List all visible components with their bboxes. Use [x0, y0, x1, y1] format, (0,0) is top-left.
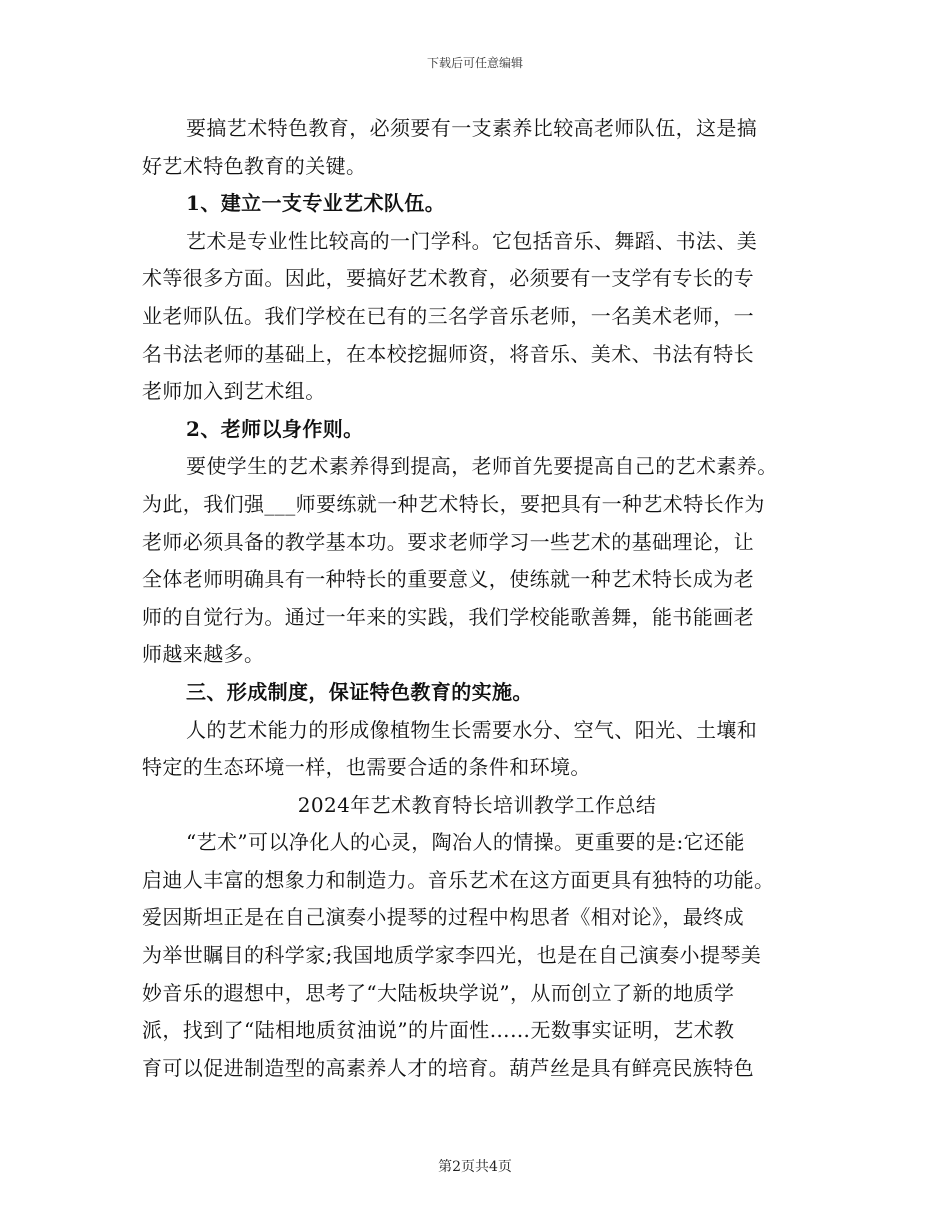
paragraph-line: 人的艺术能力的形成像植物生长需要水分、空气、阳光、土壤和 [186, 717, 758, 742]
paragraph-line: 要搞艺术特色教育，必须要有一支素养比较高老师队伍，这是搞 [186, 116, 758, 140]
page-header: 下载后可任意编辑 [426, 56, 523, 70]
paragraph-line: “艺术”可以净化人的心灵，陶冶人的情操。更重要的是:它还能 [186, 830, 745, 855]
paragraph-line: 老师必须具备的教学基本功。要求老师学习一些艺术的基础理论，让 [142, 529, 754, 554]
paragraph-line: 业老师队伍。我们学校在已有的三名学音乐老师，一名美术老师，一 [142, 303, 754, 328]
document-body [142, 110, 812, 1087]
section-heading: 2、老师以身作则。 [186, 416, 364, 441]
paragraph-line: 艺术是专业性比较高的一门学科。它包括音乐、舞蹈、书法、美 [186, 228, 758, 253]
section-heading: 1、建立一支专业艺术队伍。 [186, 191, 446, 216]
section-heading: 三、形成制度，保证特色教育的实施。 [186, 679, 533, 704]
page-footer: 第2页共4页 [438, 1159, 512, 1175]
paragraph-line: 派，找到了“陆相地质贫油说”的片面性……无数事实证明，艺术教 [142, 1018, 735, 1043]
paragraph-line: 要使学生的艺术素养得到提高，老师首先要提高自己的艺术素养。 [186, 454, 778, 479]
paragraph-line: 术等很多方面。因此，要搞好艺术教育，必须要有一支学有专长的专 [142, 266, 754, 291]
paragraph-line: 师越来越多。 [142, 642, 265, 667]
paragraph-line: 老师加入到艺术组。 [142, 379, 326, 404]
paragraph-line: 名书法老师的基础上，在本校挖掘师资，将音乐、美术、书法有特长 [142, 341, 754, 366]
paragraph-line: 为此，我们强___师要练就一种艺术特长，要把具有一种艺术特长作为 [142, 491, 765, 516]
paragraph-line: 妙音乐的遐想中，思考了“大陆板块学说”，从而创立了新的地质学 [142, 980, 735, 1005]
paragraph-line: 师的自觉行为。通过一年来的实践，我们学校能歌善舞，能书能画老 [142, 604, 754, 629]
paragraph-line: 全体老师明确具有一种特长的重要意义，使练就一种艺术特长成为老 [142, 567, 754, 592]
paragraph-line: 为举世瞩目的科学家;我国地质学家李四光，也是在自己演奏小提琴美 [142, 943, 762, 968]
paragraph-line: 特定的生态环境一样，也需要合适的条件和环境。 [142, 755, 591, 780]
paragraph-line: 好艺术特色教育的关键。 [142, 153, 367, 178]
paragraph-line: 育可以促进制造型的高素养人才的培育。葫芦丝是具有鲜亮民族特色 [142, 1055, 754, 1080]
paragraph-line: 爱因斯坦正是在自己演奏小提琴的过程中构思者《相对论》，最终成 [142, 905, 744, 930]
paragraph-line: 启迪人丰富的想象力和制造力。音乐艺术在这方面更具有独特的功能。 [142, 867, 775, 892]
document-title: 2024年艺术教育特长培训教学工作总结 [297, 792, 657, 817]
